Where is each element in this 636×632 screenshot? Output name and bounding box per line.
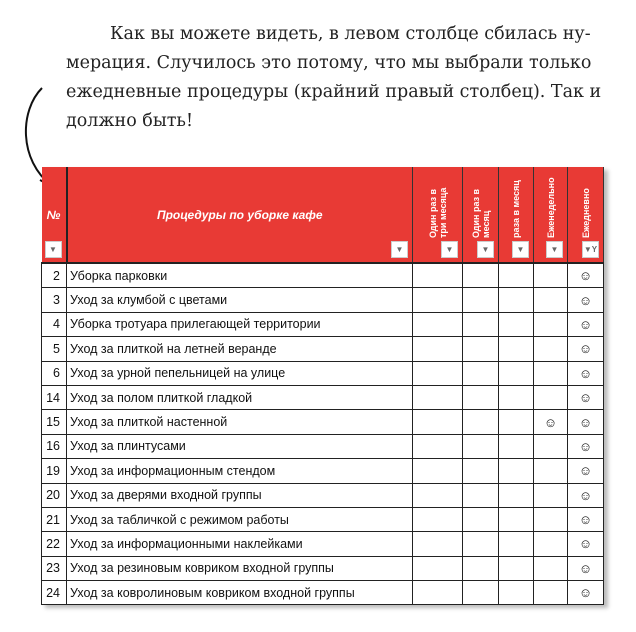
frequency-cell bbox=[534, 556, 568, 580]
frequency-cell bbox=[413, 337, 463, 361]
frequency-cell bbox=[568, 556, 604, 580]
frequency-cell bbox=[463, 361, 499, 385]
frequency-cell bbox=[534, 361, 568, 385]
filter-dropdown-button[interactable]: ▼ bbox=[477, 241, 494, 258]
smiley-icon: ☺ bbox=[578, 390, 593, 406]
frequency-cell bbox=[463, 434, 499, 458]
frequency-cell bbox=[499, 581, 534, 605]
frequency-cell bbox=[413, 483, 463, 507]
procedure-name: Уход за ковролиновым ковриком входной группы bbox=[67, 581, 413, 605]
smiley-icon: ☺ bbox=[578, 292, 593, 308]
row-number: 22 bbox=[42, 532, 67, 556]
row-number: 20 bbox=[42, 483, 67, 507]
table-row bbox=[42, 361, 604, 385]
frequency-cell bbox=[534, 434, 568, 458]
table-row bbox=[42, 434, 604, 458]
row-number: 21 bbox=[42, 507, 67, 531]
frequency-cell bbox=[413, 507, 463, 531]
frequency-cell bbox=[413, 532, 463, 556]
frequency-cell bbox=[463, 483, 499, 507]
frequency-cell bbox=[463, 581, 499, 605]
frequency-cell bbox=[499, 288, 534, 312]
paragraph-line: Как вы можете видеть, в левом столбце сбилась ну- bbox=[110, 24, 591, 44]
frequency-cell bbox=[499, 312, 534, 336]
frequency-cell bbox=[499, 507, 534, 531]
frequency-cell bbox=[413, 385, 463, 409]
frequency-cell bbox=[463, 312, 499, 336]
frequency-cell bbox=[413, 459, 463, 483]
frequency-cell bbox=[534, 459, 568, 483]
row-number: 14 bbox=[42, 385, 67, 409]
row-number: 2 bbox=[42, 263, 67, 288]
smiley-icon: ☺ bbox=[578, 341, 593, 357]
frequency-cell bbox=[499, 337, 534, 361]
frequency-cell bbox=[568, 337, 604, 361]
column-header-label: Ежедневно bbox=[580, 188, 591, 238]
table-row bbox=[42, 288, 604, 312]
frequency-cell bbox=[463, 532, 499, 556]
filter-dropdown-button[interactable]: ▼ bbox=[391, 241, 408, 258]
frequency-cell bbox=[499, 434, 534, 458]
column-header bbox=[463, 167, 499, 263]
table-row bbox=[42, 581, 604, 605]
filter-active-button[interactable]: ▼Y bbox=[582, 241, 599, 258]
smiley-icon: ☺ bbox=[578, 560, 593, 576]
frequency-cell bbox=[568, 507, 604, 531]
column-header bbox=[568, 167, 604, 263]
column-header-label: Еженедельно bbox=[545, 177, 556, 238]
smiley-icon: ☺ bbox=[578, 316, 593, 332]
smiley-icon: ☺ bbox=[578, 438, 593, 454]
frequency-cell bbox=[463, 288, 499, 312]
frequency-cell bbox=[499, 459, 534, 483]
column-header bbox=[42, 167, 67, 263]
frequency-cell bbox=[413, 434, 463, 458]
smiley-icon: ☺ bbox=[578, 487, 593, 503]
frequency-cell bbox=[499, 556, 534, 580]
paragraph-line: должно быть! bbox=[66, 111, 193, 131]
table-row bbox=[42, 312, 604, 336]
table-row bbox=[42, 483, 604, 507]
procedure-name: Уход за клумбой с цветами bbox=[67, 288, 413, 312]
explanation-paragraph bbox=[66, 20, 602, 136]
column-header-label: Один раз в месяц bbox=[470, 188, 491, 238]
frequency-cell bbox=[568, 361, 604, 385]
table-row bbox=[42, 263, 604, 288]
procedure-name: Уход за урной пепельницей на улице bbox=[67, 361, 413, 385]
frequency-cell bbox=[413, 410, 463, 434]
procedure-name: Уход за информационным стендом bbox=[67, 459, 413, 483]
frequency-cell bbox=[534, 385, 568, 409]
column-header-label: раза в месяц bbox=[511, 180, 521, 238]
frequency-cell bbox=[413, 556, 463, 580]
filter-dropdown-button[interactable]: ▼ bbox=[441, 241, 458, 258]
frequency-cell bbox=[499, 385, 534, 409]
frequency-cell bbox=[568, 410, 604, 434]
frequency-cell bbox=[534, 263, 568, 288]
table-row bbox=[42, 507, 604, 531]
procedure-name: Уборка парковки bbox=[67, 263, 413, 288]
procedure-name: Уход за информационными наклейками bbox=[67, 532, 413, 556]
frequency-cell bbox=[568, 483, 604, 507]
column-header-label: № bbox=[46, 207, 61, 222]
frequency-cell bbox=[568, 312, 604, 336]
column-header bbox=[534, 167, 568, 263]
frequency-cell bbox=[499, 532, 534, 556]
frequency-cell bbox=[463, 459, 499, 483]
frequency-cell bbox=[463, 337, 499, 361]
smiley-icon: ☺ bbox=[578, 463, 593, 479]
row-number: 3 bbox=[42, 288, 67, 312]
column-header-label: Процедуры по уборке кафе bbox=[156, 207, 323, 222]
frequency-cell bbox=[568, 532, 604, 556]
row-number: 15 bbox=[42, 410, 67, 434]
procedure-name: Уход за табличкой с режимом работы bbox=[67, 507, 413, 531]
frequency-cell bbox=[413, 361, 463, 385]
paragraph-line: ежедневные процедуры (крайний правый столбец). Так и bbox=[66, 82, 602, 102]
smiley-icon: ☺ bbox=[578, 536, 593, 552]
frequency-cell bbox=[413, 288, 463, 312]
smiley-icon: ☺ bbox=[578, 365, 593, 381]
frequency-cell bbox=[534, 581, 568, 605]
column-header bbox=[413, 167, 463, 263]
row-number: 4 bbox=[42, 312, 67, 336]
frequency-cell bbox=[568, 385, 604, 409]
frequency-cell bbox=[463, 507, 499, 531]
column-header bbox=[499, 167, 534, 263]
frequency-cell bbox=[413, 263, 463, 288]
filter-dropdown-button[interactable]: ▼ bbox=[512, 241, 529, 258]
column-header bbox=[67, 167, 413, 263]
smiley-icon: ☺ bbox=[543, 414, 558, 430]
table-row bbox=[42, 556, 604, 580]
smiley-icon: ☺ bbox=[578, 512, 593, 528]
table-row bbox=[42, 385, 604, 409]
paragraph-line: мерация. Случилось это потому, что мы выбрали только bbox=[66, 53, 592, 73]
row-number: 16 bbox=[42, 434, 67, 458]
frequency-cell bbox=[534, 288, 568, 312]
frequency-cell bbox=[413, 581, 463, 605]
frequency-cell bbox=[463, 385, 499, 409]
table-row bbox=[42, 337, 604, 361]
frequency-cell bbox=[568, 581, 604, 605]
frequency-cell bbox=[568, 434, 604, 458]
frequency-cell bbox=[463, 410, 499, 434]
filter-dropdown-button[interactable]: ▼ bbox=[546, 241, 563, 258]
procedure-name: Уход за дверями входной группы bbox=[67, 483, 413, 507]
frequency-cell bbox=[534, 532, 568, 556]
procedure-name: Уход за плиткой настенной bbox=[67, 410, 413, 434]
frequency-cell bbox=[499, 263, 534, 288]
frequency-cell bbox=[568, 263, 604, 288]
procedures-table bbox=[41, 167, 604, 605]
frequency-cell bbox=[534, 410, 568, 434]
frequency-cell bbox=[463, 556, 499, 580]
frequency-cell bbox=[499, 361, 534, 385]
frequency-cell bbox=[463, 263, 499, 288]
filter-dropdown-button[interactable]: ▼ bbox=[45, 241, 62, 258]
procedure-name: Уборка тротуара прилегающей территории bbox=[67, 312, 413, 336]
row-number: 6 bbox=[42, 361, 67, 385]
frequency-cell bbox=[534, 312, 568, 336]
column-header-label: Один раз в три месяца bbox=[427, 187, 448, 238]
procedure-name: Уход за плинтусами bbox=[67, 434, 413, 458]
table-row bbox=[42, 459, 604, 483]
table-row bbox=[42, 532, 604, 556]
procedure-name: Уход за полом плиткой гладкой bbox=[67, 385, 413, 409]
frequency-cell bbox=[499, 483, 534, 507]
frequency-cell bbox=[499, 410, 534, 434]
procedure-name: Уход за резиновым ковриком входной группы bbox=[67, 556, 413, 580]
frequency-cell bbox=[413, 312, 463, 336]
row-number: 24 bbox=[42, 581, 67, 605]
row-number: 5 bbox=[42, 337, 67, 361]
table-row bbox=[42, 410, 604, 434]
frequency-cell bbox=[568, 459, 604, 483]
frequency-cell bbox=[534, 483, 568, 507]
frequency-cell bbox=[534, 507, 568, 531]
smiley-icon: ☺ bbox=[578, 414, 593, 430]
frequency-cell bbox=[568, 288, 604, 312]
smiley-icon: ☺ bbox=[578, 585, 593, 601]
procedure-name: Уход за плиткой на летней веранде bbox=[67, 337, 413, 361]
smiley-icon: ☺ bbox=[578, 268, 593, 284]
row-number: 23 bbox=[42, 556, 67, 580]
row-number: 19 bbox=[42, 459, 67, 483]
frequency-cell bbox=[534, 337, 568, 361]
